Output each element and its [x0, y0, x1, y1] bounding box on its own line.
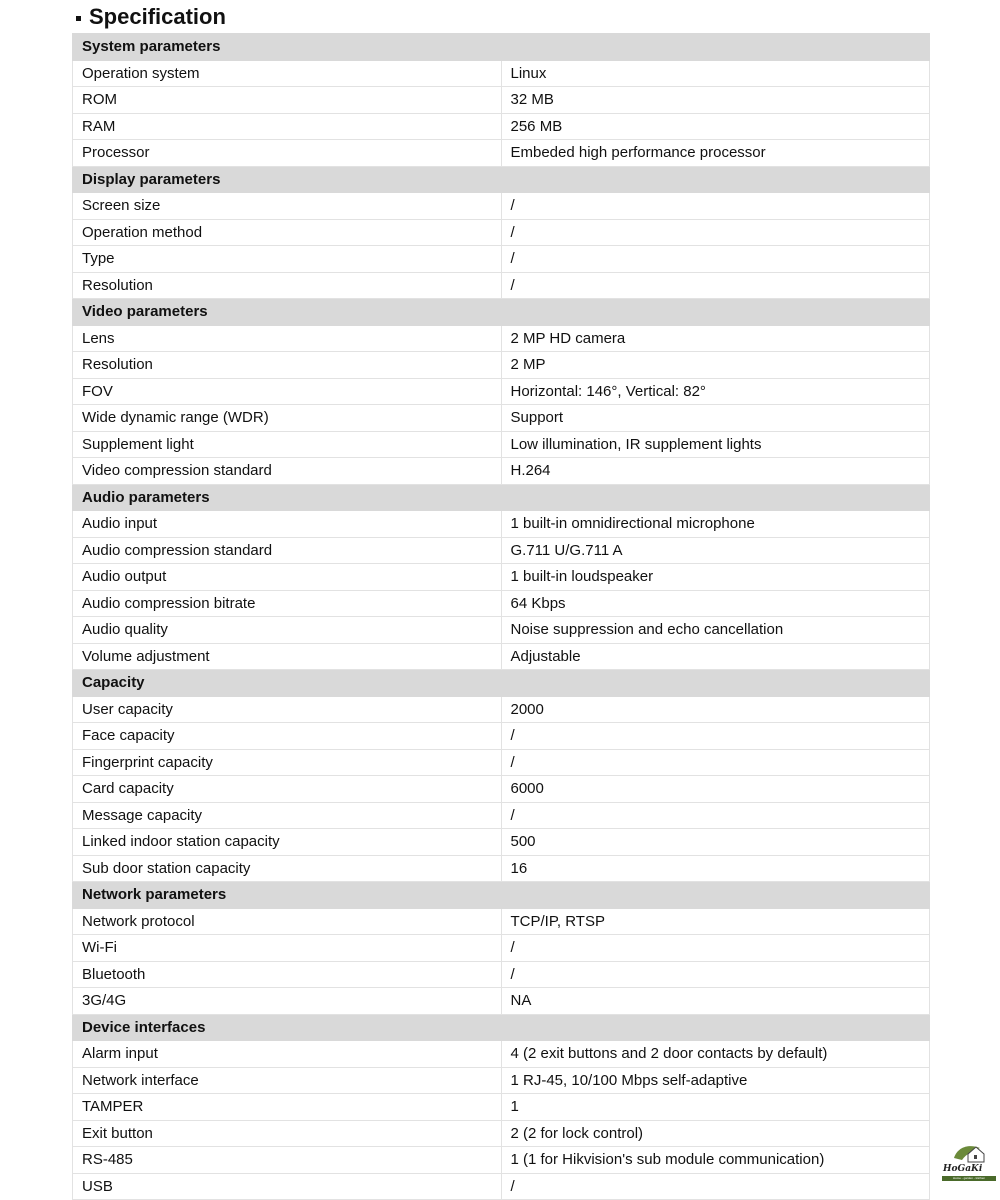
spec-label: Resolution [73, 272, 502, 299]
spec-label: Audio input [73, 511, 502, 538]
section-header: Capacity [73, 670, 930, 697]
spec-value: 1 [501, 1094, 930, 1121]
spec-label: Linked indoor station capacity [73, 829, 502, 856]
spec-value: 1 built-in omnidirectional microphone [501, 511, 930, 538]
spec-label: Video compression standard [73, 458, 502, 485]
spec-label: Audio compression standard [73, 537, 502, 564]
spec-label: ROM [73, 87, 502, 114]
spec-value: 2 MP HD camera [501, 325, 930, 352]
spec-value: 32 MB [501, 87, 930, 114]
spec-label: Operation method [73, 219, 502, 246]
spec-label: Resolution [73, 352, 502, 379]
spec-value: 64 Kbps [501, 590, 930, 617]
spec-value: / [501, 246, 930, 273]
table-row [73, 643, 930, 670]
table-row [73, 352, 930, 379]
page-title-text: Specification [89, 4, 226, 29]
table-row [73, 961, 930, 988]
table-row [73, 431, 930, 458]
spec-value: 2000 [501, 696, 930, 723]
section-header-row [73, 34, 930, 61]
table-row [73, 511, 930, 538]
table-row [73, 537, 930, 564]
table-row [73, 87, 930, 114]
spec-value: NA [501, 988, 930, 1015]
section-header: Display parameters [73, 166, 930, 193]
spec-label: Card capacity [73, 776, 502, 803]
table-row [73, 802, 930, 829]
section-header: Device interfaces [73, 1014, 930, 1041]
table-row [73, 272, 930, 299]
spec-label: Wi-Fi [73, 935, 502, 962]
spec-value: Adjustable [501, 643, 930, 670]
spec-label: Alarm input [73, 1041, 502, 1068]
spec-label: TAMPER [73, 1094, 502, 1121]
table-row [73, 723, 930, 750]
table-row [73, 246, 930, 273]
spec-value: 6000 [501, 776, 930, 803]
table-row [73, 60, 930, 87]
bullet-icon [76, 16, 81, 21]
spec-value: Support [501, 405, 930, 432]
spec-label: Volume adjustment [73, 643, 502, 670]
spec-value: H.264 [501, 458, 930, 485]
section-header-row [73, 484, 930, 511]
spec-value: Low illumination, IR supplement lights [501, 431, 930, 458]
spec-value: Horizontal: 146°, Vertical: 82° [501, 378, 930, 405]
logo-tagline: Home - garden - kitchen [942, 1176, 996, 1181]
table-row [73, 325, 930, 352]
section-header: System parameters [73, 34, 930, 61]
spec-label: Bluetooth [73, 961, 502, 988]
hogaki-logo [940, 1140, 998, 1185]
spec-label: Lens [73, 325, 502, 352]
spec-value: 1 (1 for Hikvision's sub module communication) [501, 1147, 930, 1174]
spec-label: User capacity [73, 696, 502, 723]
table-row [73, 405, 930, 432]
spec-label: FOV [73, 378, 502, 405]
table-row [73, 855, 930, 882]
spec-label: Fingerprint capacity [73, 749, 502, 776]
spec-label: USB [73, 1173, 502, 1200]
spec-label: Exit button [73, 1120, 502, 1147]
table-row [73, 1041, 930, 1068]
spec-value: 500 [501, 829, 930, 856]
spec-value: 256 MB [501, 113, 930, 140]
spec-label: Audio output [73, 564, 502, 591]
table-row [73, 1147, 930, 1174]
spec-label: Network protocol [73, 908, 502, 935]
table-row [73, 458, 930, 485]
section-header-row [73, 166, 930, 193]
spec-label: Type [73, 246, 502, 273]
spec-value: / [501, 219, 930, 246]
section-header: Network parameters [73, 882, 930, 909]
spec-label: Sub door station capacity [73, 855, 502, 882]
spec-label: Audio quality [73, 617, 502, 644]
table-row [73, 113, 930, 140]
table-row [73, 776, 930, 803]
spec-value: / [501, 802, 930, 829]
spec-value: 16 [501, 855, 930, 882]
leaf-house-icon [940, 1140, 998, 1166]
spec-value: Embeded high performance processor [501, 140, 930, 167]
spec-value: / [501, 723, 930, 750]
table-row [73, 908, 930, 935]
spec-label: Wide dynamic range (WDR) [73, 405, 502, 432]
table-row [73, 378, 930, 405]
spec-label: Operation system [73, 60, 502, 87]
spec-value: / [501, 749, 930, 776]
logo-brand: HoGaKi [943, 1164, 983, 1174]
spec-label: 3G/4G [73, 988, 502, 1015]
section-header-row [73, 299, 930, 326]
page-title [76, 4, 226, 30]
table-row [73, 590, 930, 617]
spec-value: / [501, 272, 930, 299]
spec-label: Processor [73, 140, 502, 167]
table-row [73, 749, 930, 776]
table-row [73, 564, 930, 591]
spec-label: Screen size [73, 193, 502, 220]
table-row [73, 1120, 930, 1147]
spec-label: RAM [73, 113, 502, 140]
spec-value: / [501, 961, 930, 988]
table-row [73, 935, 930, 962]
spec-label: Network interface [73, 1067, 502, 1094]
spec-value: 2 MP [501, 352, 930, 379]
table-row [73, 140, 930, 167]
section-header-row [73, 670, 930, 697]
section-header: Audio parameters [73, 484, 930, 511]
table-row [73, 193, 930, 220]
section-header-row [73, 1014, 930, 1041]
section-header-row [73, 882, 930, 909]
table-row [73, 696, 930, 723]
table-row [73, 1094, 930, 1121]
table-row [73, 988, 930, 1015]
spec-label: Face capacity [73, 723, 502, 750]
section-header: Video parameters [73, 299, 930, 326]
spec-value: / [501, 935, 930, 962]
spec-label: Supplement light [73, 431, 502, 458]
spec-value: 2 (2 for lock control) [501, 1120, 930, 1147]
spec-value: / [501, 193, 930, 220]
spec-value: TCP/IP, RTSP [501, 908, 930, 935]
table-row [73, 219, 930, 246]
specification-table [72, 33, 930, 1200]
spec-value: / [501, 1173, 930, 1200]
spec-value: 1 built-in loudspeaker [501, 564, 930, 591]
spec-value: Linux [501, 60, 930, 87]
spec-label: Audio compression bitrate [73, 590, 502, 617]
table-row [73, 1067, 930, 1094]
spec-value: Noise suppression and echo cancellation [501, 617, 930, 644]
spec-label: Message capacity [73, 802, 502, 829]
spec-value: G.711 U/G.711 A [501, 537, 930, 564]
table-row [73, 617, 930, 644]
spec-value: 1 RJ-45, 10/100 Mbps self-adaptive [501, 1067, 930, 1094]
spec-value: 4 (2 exit buttons and 2 door contacts by default) [501, 1041, 930, 1068]
table-row [73, 1173, 930, 1200]
spec-label: RS-485 [73, 1147, 502, 1174]
table-row [73, 829, 930, 856]
